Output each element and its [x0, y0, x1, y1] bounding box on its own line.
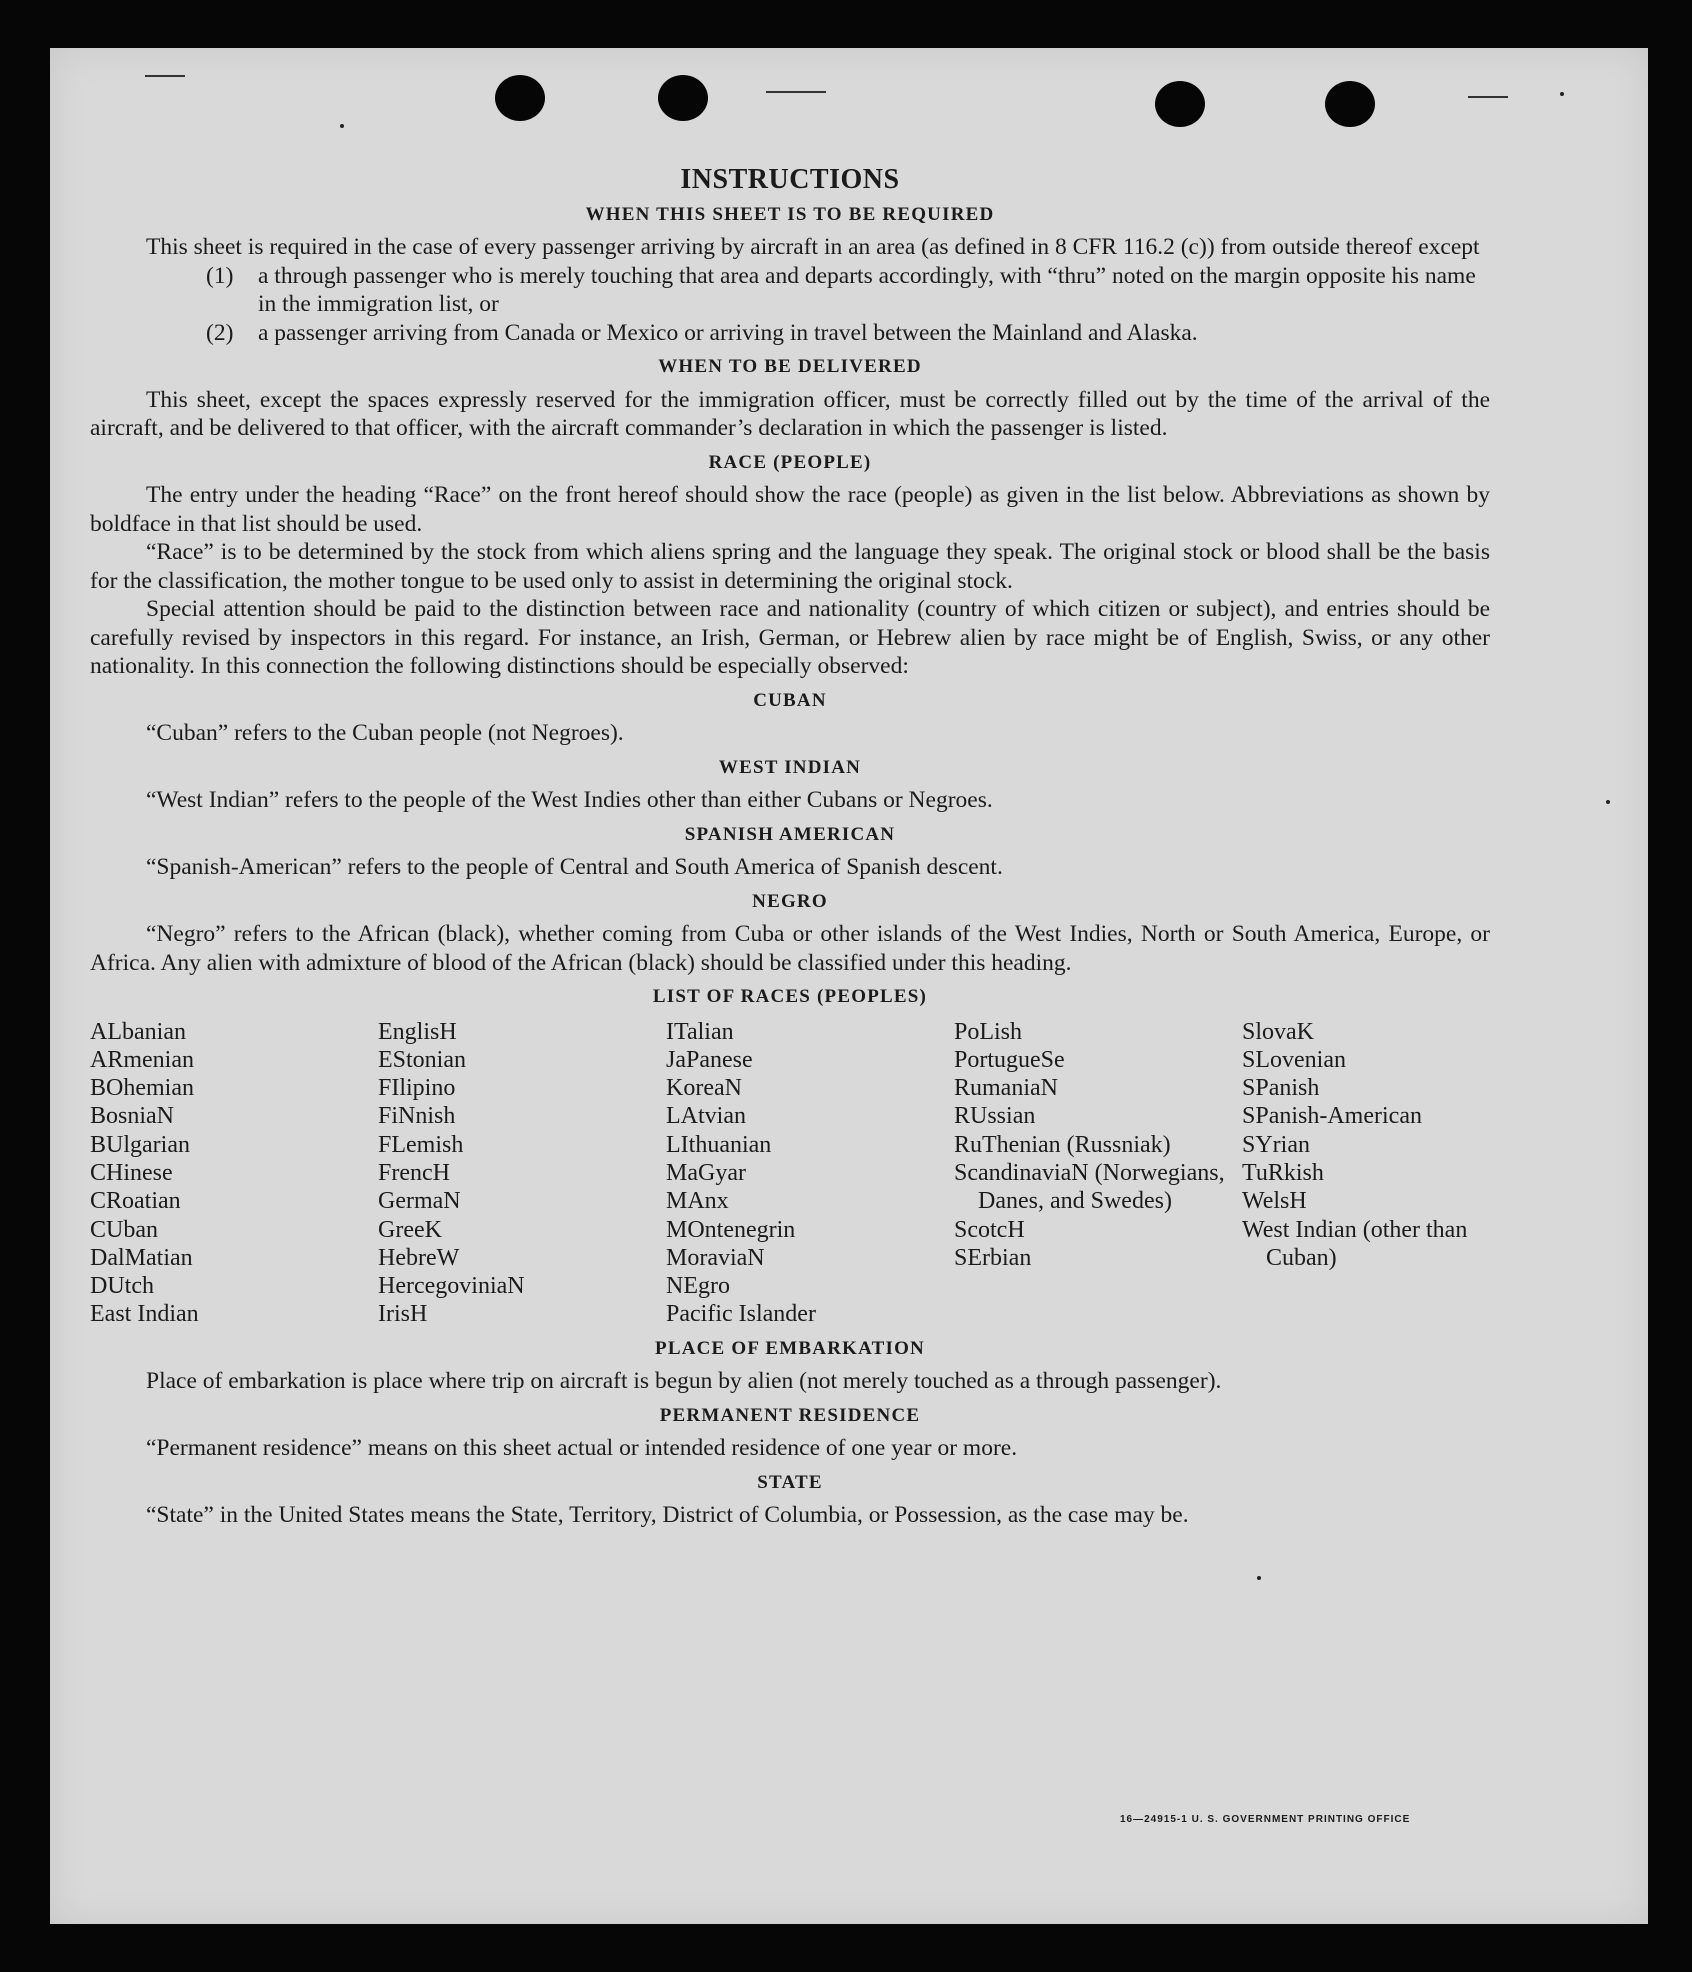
heading-delivered: WHEN TO BE DELIVERED [658, 356, 922, 377]
race-paragraph: Special attention should be paid to the distinction between race and nationality (country of which citizen or subject), and entries should be carefully revised by inspectors in this regard. For instance, an Irish, German, or Hebrew alien by race might be of English, Swiss, or any other nationality. In this connection the following distinctions should be especially observed: [90, 596, 1490, 679]
required-text: This sheet is required in the case of every passenger arriving by aircraft in an area (as defined in 8 CFR 116.2 (c)) from outside thereof except [146, 234, 1480, 260]
race-entry: East Indian [90, 1301, 199, 1328]
scan-mark [145, 75, 185, 77]
document-sheet [50, 48, 1648, 1924]
race-entry: KoreaN [666, 1075, 742, 1102]
race-entry: ALbanian [90, 1018, 186, 1045]
race-entry: DalMatian [90, 1244, 193, 1271]
race-entry: LIthuanian [666, 1131, 772, 1158]
scan-speck [340, 124, 344, 128]
race-entry: HercegoviniaN [378, 1273, 525, 1300]
scan-speck [1560, 92, 1564, 96]
race-entry: NEgro [666, 1273, 730, 1300]
printer-imprint: 16—24915-1 U. S. GOVERNMENT PRINTING OFFICE [1120, 1814, 1411, 1825]
race-entry: CUban [90, 1216, 158, 1243]
race-entry: EStonian [378, 1046, 466, 1073]
race-entry: PortugueSe [954, 1046, 1065, 1073]
race-entry: BosniaN [90, 1103, 174, 1130]
state-text: “State” in the United States means the State, Territory, District of Columbia, or Possession, as the case may be. [146, 1502, 1189, 1529]
heading-residence: PERMANENT RESIDENCE [659, 1404, 921, 1426]
race-entry: RumaniaN [954, 1075, 1058, 1102]
heading-race: RACE (PEOPLE) [708, 451, 872, 473]
heading-cuban: CUBAN [753, 689, 827, 711]
race-entry: MoraviaN [666, 1244, 765, 1271]
list-item [90, 262, 1490, 319]
scan-speck [1257, 1576, 1261, 1580]
race-entry: West Indian (other than Cuban) [1242, 1216, 1468, 1271]
item-number: (1) [206, 262, 234, 289]
race-entry: PoLish [954, 1018, 1023, 1045]
race-entry: ScandinaviaN (Norwegians, Danes, and Swedes) [954, 1159, 1225, 1215]
race-entry: FLemish [378, 1131, 464, 1158]
punch-hole [495, 75, 545, 121]
race-entry: HebreW [378, 1244, 460, 1271]
embarkation-text: Place of embarkation is place where trip on aircraft is begun by alien (not merely touched as a through passenger). [146, 1368, 1222, 1395]
west-indian-text: “West Indian” refers to the people of the West Indies other than either Cubans or Negroes. [146, 787, 993, 813]
heading-embarkation: PLACE OF EMBARKATION [655, 1337, 925, 1359]
heading-list-of-races: LIST OF RACES (PEOPLES) [652, 986, 928, 1007]
race-entry: FIlipino [378, 1075, 456, 1102]
race-entry: SPanish-American [1242, 1103, 1422, 1130]
race-entry: SYrian [1242, 1131, 1310, 1158]
race-entry: ARmenian [90, 1046, 194, 1073]
scan-mark [766, 91, 826, 93]
race-entry: MOntenegrin [666, 1216, 796, 1243]
race-entry: RuThenian (Russniak) [954, 1131, 1171, 1158]
race-entry: ITalian [666, 1018, 734, 1045]
race-entry: TuRkish [1242, 1159, 1324, 1186]
item-text: a through passenger who is merely touching that area and departs accordingly, with “thru” noted on the margin opposite his name in the immigration list, or [258, 262, 1476, 317]
scan-speck [1606, 800, 1610, 804]
race-entry: GreeK [378, 1216, 442, 1243]
heading-required: WHEN THIS SHEET IS TO BE REQUIRED [585, 203, 995, 225]
race-entry: EnglisH [378, 1018, 457, 1045]
races-column [378, 1018, 666, 1329]
race-entry: BUlgarian [90, 1131, 190, 1158]
races-column [666, 1018, 954, 1329]
races-column [90, 1018, 378, 1329]
race-entry: DUtch [90, 1273, 154, 1300]
heading-state: STATE [757, 1471, 823, 1493]
race-entry: FiNnish [378, 1103, 456, 1130]
punch-hole [1325, 81, 1375, 127]
spanish-american-text: “Spanish-American” refers to the people of Central and South America of Spanish descent. [146, 854, 1003, 880]
race-entry: IrisH [378, 1301, 428, 1328]
races-column [1242, 1018, 1502, 1329]
race-entry: SlovaK [1242, 1018, 1314, 1045]
race-entry: CRoatian [90, 1188, 181, 1215]
race-entry: JaPanese [666, 1046, 753, 1073]
punch-hole [658, 75, 708, 121]
punch-hole [1155, 81, 1205, 127]
heading-west-indian: WEST INDIAN [718, 756, 862, 778]
race-entry: GermaN [378, 1188, 461, 1215]
negro-text: “Negro” refers to the African (black), whether coming from Cuba or other islands of the West Indies, North or South America, Europe, or Africa. Any alien with admixture of blood of the African (black) should be classified under this heading. [90, 921, 1490, 976]
races-table [90, 1018, 1490, 1329]
race-entry: ScotcH [954, 1216, 1025, 1243]
race-paragraph: “Race” is to be determined by the stock from which aliens spring and the language they speak. The original stock or blood shall be the basis for the classification, the mother tongue to be used only to assist in determining the original stock. [90, 539, 1490, 594]
heading-spanish-american: SPANISH AMERICAN [684, 823, 896, 845]
race-entry: BOhemian [90, 1075, 194, 1102]
race-entry: CHinese [90, 1159, 173, 1186]
race-paragraph: The entry under the heading “Race” on the front hereof should show the race (people) as given in the list below. Abbreviations as shown by boldface in that list should be used. [90, 482, 1490, 537]
instructions-body [90, 166, 1490, 1530]
race-entry: SErbian [954, 1244, 1032, 1271]
race-entry: FrencH [378, 1159, 450, 1186]
cuban-text: “Cuban” refers to the Cuban people (not Negroes). [146, 720, 624, 746]
residence-text: “Permanent residence” means on this sheet actual or intended residence of one year or more. [146, 1435, 1018, 1462]
race-entry: RUssian [954, 1103, 1036, 1130]
races-column [954, 1018, 1242, 1329]
scan-mark [1468, 96, 1508, 98]
list-item [90, 319, 1490, 348]
item-number: (2) [206, 319, 234, 346]
heading-negro: NEGRO [752, 890, 828, 912]
delivered-text: This sheet, except the spaces expressly reserved for the immigration officer, must be correctly filled out by the time of the arrival of the aircraft, and be delivered to that officer, with the aircraft commander’s declaration in which the passenger is listed. [90, 386, 1490, 441]
item-text: a passenger arriving from Canada or Mexico or arriving in travel between the Mainland and Alaska. [258, 319, 1198, 346]
race-entry: MAnx [666, 1188, 729, 1215]
race-entry: MaGyar [666, 1159, 746, 1186]
race-entry: WelsH [1242, 1188, 1307, 1215]
race-entry: LAtvian [666, 1103, 746, 1130]
page-title: INSTRUCTIONS [680, 164, 900, 195]
race-entry: Pacific Islander [666, 1301, 816, 1328]
race-entry: SLovenian [1242, 1046, 1346, 1073]
race-entry: SPanish [1242, 1075, 1320, 1102]
